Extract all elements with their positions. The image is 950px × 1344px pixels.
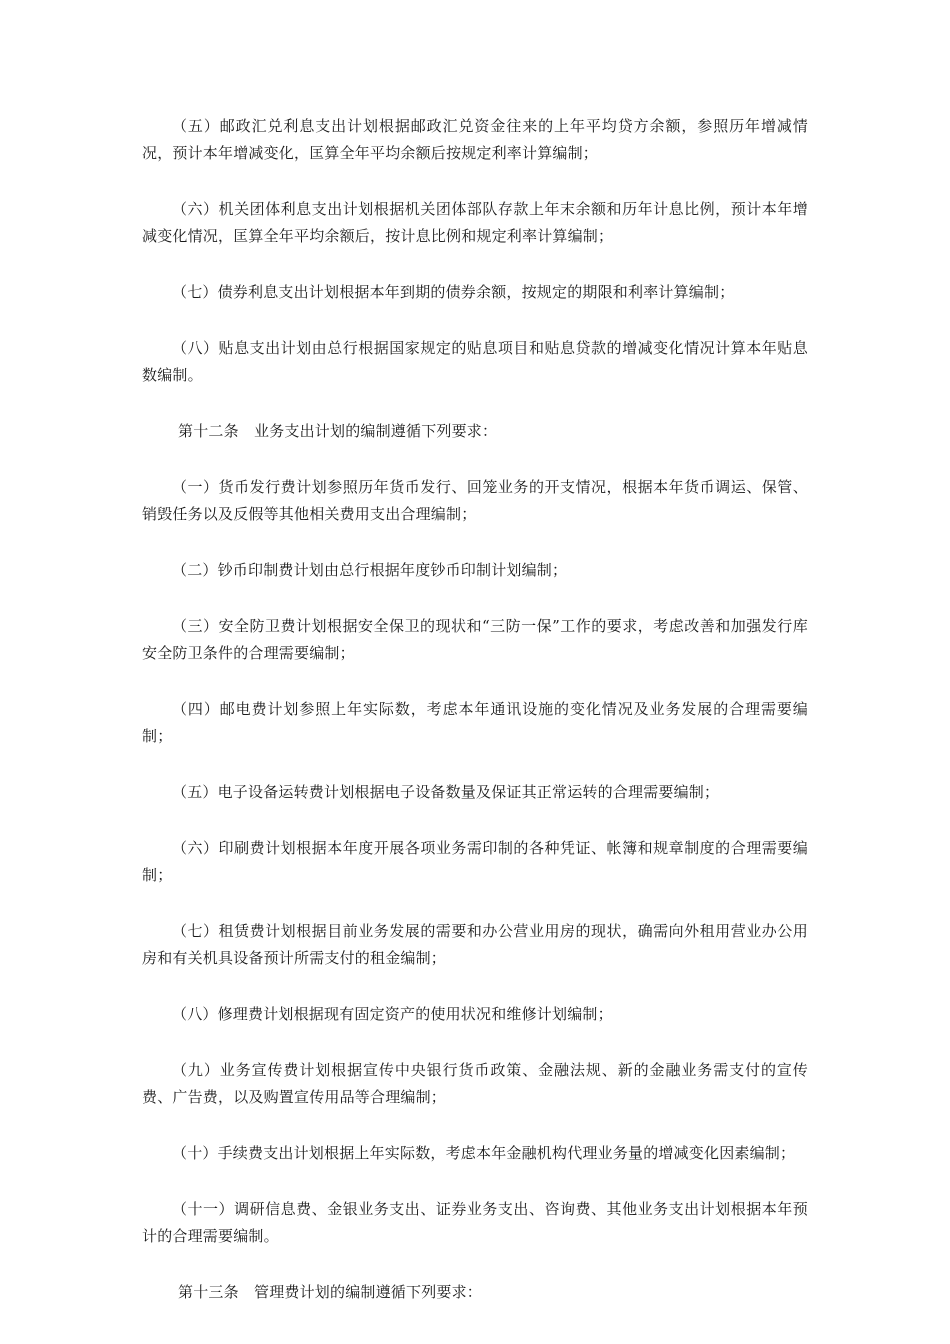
article-12-item-7: （七）租赁费计划根据目前业务发展的需要和办公营业用房的现状，确需向外租用营业办公用房和有关机具设备预计所需支付的租金编制； [142,922,808,967]
document-page [142,113,808,1335]
paragraph-item-7: （七）债券利息支出计划根据本年到期的债券余额，按规定的期限和利率计算编制； [172,283,735,301]
article-12-item-2: （二）钞币印制费计划由总行根据年度钞币印制计划编制； [172,561,568,579]
article-13-heading: 第十三条 管理费计划的编制遵循下列要求： [178,1283,483,1301]
paragraph-item-5: （五）邮政汇兑利息支出计划根据邮政汇兑资金往来的上年平均贷方余额，参照历年增减情况，预计本年增减变化，匡算全年平均余额后按规定利率计算编制； [142,117,808,162]
article-12-heading: 第十二条 业务支出计划的编制遵循下列要求： [178,422,498,440]
article-12-item-5: （五）电子设备运转费计划根据电子设备数量及保证其正常运转的合理需要编制； [172,783,720,801]
article-12-item-3: （三）安全防卫费计划根据安全保卫的现状和“三防一保”工作的要求，考虑改善和加强发行库安全防卫条件的合理需要编制； [142,617,808,662]
article-12-item-8: （八）修理费计划根据现有固定资产的使用状况和维修计划编制； [172,1005,613,1023]
article-12-item-10: （十）手续费支出计划根据上年实际数，考虑本年金融机构代理业务量的增减变化因素编制； [172,1144,796,1162]
paragraph-item-6: （六）机关团体利息支出计划根据机关团体部队存款上年末余额和历年计息比例，预计本年增减变化情况，匡算全年平均余额后，按计息比例和规定利率计算编制； [142,200,808,245]
paragraph-item-8: （八）贴息支出计划由总行根据国家规定的贴息项目和贴息贷款的增减变化情况计算本年贴息数编制。 [142,339,808,384]
article-12-item-9: （九）业务宣传费计划根据宣传中央银行货币政策、金融法规、新的金融业务需支付的宣传费、广告费，以及购置宣传用品等合理编制； [142,1061,808,1106]
article-12-item-1: （一）货币发行费计划参照历年货币发行、回笼业务的开支情况，根据本年货币调运、保管、销毁任务以及反假等其他相关费用支出合理编制； [142,478,808,523]
article-12-item-11: （十一）调研信息费、金银业务支出、证券业务支出、咨询费、其他业务支出计划根据本年预计的合理需要编制。 [142,1200,808,1245]
article-12-item-4: （四）邮电费计划参照上年实际数，考虑本年通讯设施的变化情况及业务发展的合理需要编制； [142,700,808,745]
article-12-item-6: （六）印刷费计划根据本年度开展各项业务需印制的各种凭证、帐簿和规章制度的合理需要编制； [142,839,808,884]
